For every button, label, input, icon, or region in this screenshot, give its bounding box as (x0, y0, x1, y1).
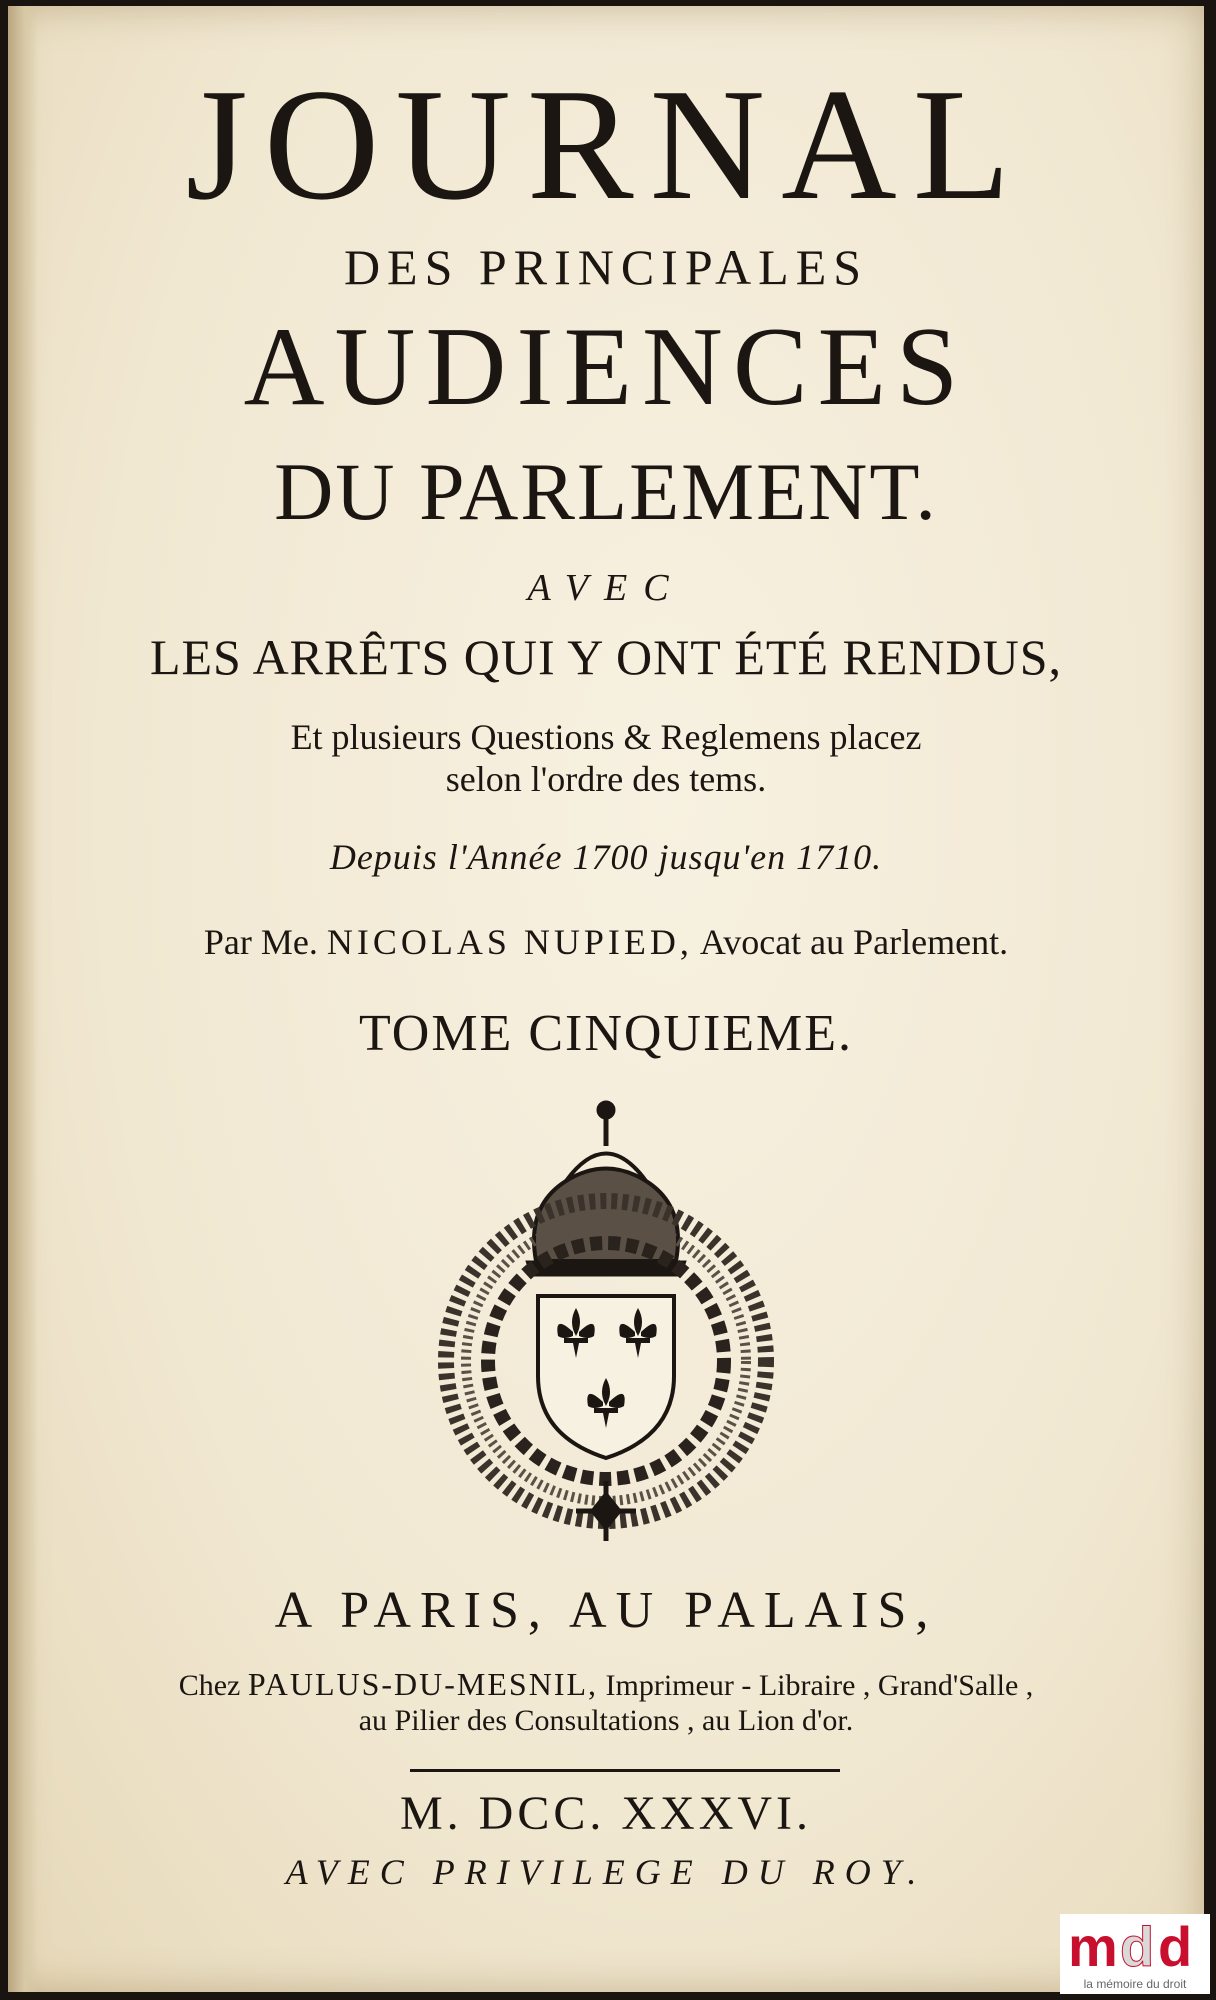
printer-line (8, 1666, 1204, 1703)
author-suffix: Avocat au Parlement. (699, 922, 1009, 962)
divider-rule (410, 1769, 840, 1772)
title-page (8, 6, 1204, 1992)
subtitle-line-1: Et plusieurs Questions & Reglemens placez (290, 717, 922, 757)
place-line: A PARIS, AU PALAIS, (274, 1582, 938, 1639)
period-line: Depuis l'Année 1700 jusqu'en 1710. (329, 837, 883, 877)
shield-icon (538, 1296, 674, 1458)
title-audiences: AUDIENCES (243, 305, 969, 429)
author-name: NICOLAS NUPIED, (326, 922, 693, 962)
avec-line: AVEC (527, 567, 685, 609)
title-journal: JOURNAL (185, 55, 1027, 233)
royal-arms-emblem (426, 1086, 786, 1546)
svg-text:m: m (1068, 1915, 1118, 1978)
subtitle-line-2: selon l'ordre des tems. (445, 759, 767, 799)
printer-suffix: Imprimeur - Libraire , Grand'Salle , (605, 1669, 1034, 1702)
privilege-line: AVEC PRIVILEGE DU ROY. (285, 1852, 927, 1892)
title-du-parlement: DU PARLEMENT. (274, 446, 938, 537)
author-line (8, 921, 1204, 963)
svg-text:d: d (1158, 1915, 1193, 1978)
printer-prefix: Chez (178, 1669, 241, 1702)
mdd-logo (1060, 1914, 1210, 1994)
arrets-line: LES ARRÊTS QUI Y ONT ÉTÉ RENDUS, (149, 629, 1063, 685)
title-des-principales: DES PRINCIPALES (343, 239, 869, 295)
date-line: M. DCC. XXXVI. (399, 1787, 812, 1840)
svg-text:la mémoire du droit: la mémoire du droit (1083, 1977, 1187, 1991)
volume-line: TOME CINQUIEME. (358, 1005, 854, 1062)
printer-address: au Pilier des Consultations , au Lion d'or. (358, 1704, 854, 1737)
author-prefix: Par Me. (203, 922, 318, 962)
svg-text:d: d (1120, 1915, 1155, 1978)
printer-name: PAULUS-DU-MESNIL, (247, 1666, 599, 1702)
